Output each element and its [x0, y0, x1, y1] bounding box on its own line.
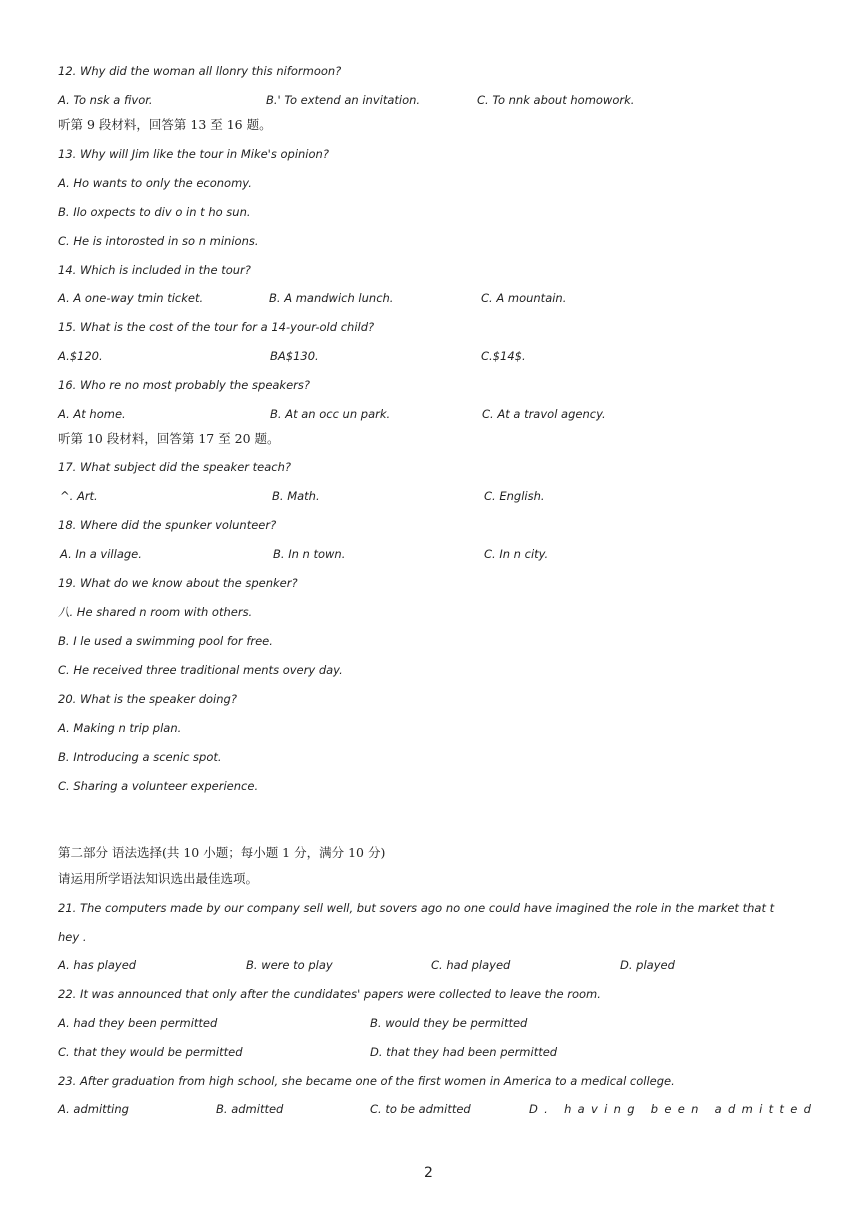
section-10-instruction: 听第 10 段材料，回答第 17 至 20 题。: [58, 431, 280, 446]
part-2-instruction: 请运用所学语法知识选出最佳选项。: [58, 871, 259, 886]
part-2-heading: 第二部分 语法选择(共 10 小题；每小题 1 分，满分 10 分): [58, 845, 386, 860]
question-13-option-c: C. He is intorosted in so n minions.: [58, 234, 259, 248]
option-b: B. would they be permitted: [370, 1016, 528, 1030]
section-9-instruction: 听第 9 段材料，回答第 13 至 16 题。: [58, 117, 272, 132]
option-b: B. At an occ un park.: [270, 407, 391, 421]
question-16: 16. Who re no most probably the speakers?: [58, 378, 310, 392]
question-13: 13. Why will Jim like the tour in Mike's opinion?: [58, 147, 329, 161]
question-15: 15. What is the cost of the tour for a 14-your-old child?: [58, 320, 375, 334]
option-b: B. were to play: [246, 958, 333, 972]
option-a: ^. Art.: [60, 489, 98, 503]
question-19-option-b: B. I le used a swimming pool for free.: [58, 634, 273, 648]
option-c: C. English.: [484, 489, 545, 503]
option-d: D. that they had been permitted: [370, 1045, 558, 1059]
option-b: B.' To extend an invitation.: [266, 93, 421, 107]
option-a: A. To nsk a fivor.: [58, 93, 153, 107]
option-a: A. had they been permitted: [58, 1016, 218, 1030]
option-b: B. A mandwich lunch.: [269, 291, 394, 305]
page-number: 2: [424, 1165, 433, 1181]
question-20-option-b: B. Introducing a scenic spot.: [58, 750, 222, 764]
question-20-option-a: A. Making n trip plan.: [58, 721, 182, 735]
question-21: 21. The computers made by our company sell well, but sovers ago no one could have imagined the role in the market that t: [58, 901, 775, 915]
option-c: C. In n city.: [484, 547, 549, 561]
option-b: BA$130.: [270, 349, 319, 363]
option-a: A. admitting: [58, 1102, 129, 1116]
option-a: A.$120.: [58, 349, 103, 363]
option-a: A. In a village.: [60, 547, 142, 561]
option-c: C. that they would be permitted: [58, 1045, 243, 1059]
option-c: C. had played: [431, 958, 511, 972]
option-c: C. to be admitted: [370, 1102, 471, 1116]
question-22: 22. It was announced that only after the cundidates' papers were collected to leave the room.: [58, 987, 601, 1001]
question-13-option-a: A. Ho wants to only the economy.: [58, 176, 252, 190]
question-13-option-b: B. Ilo oxpects to div o in t ho sun.: [58, 205, 251, 219]
option-b: B. Math.: [272, 489, 320, 503]
question-19-option-a: 八. He shared n room with others.: [58, 605, 253, 619]
option-a: A. has played: [58, 958, 137, 972]
option-d: D. played: [620, 958, 675, 972]
option-c: C.$14$.: [481, 349, 526, 363]
question-12: 12. Why did the woman all llonry this niformoon?: [58, 64, 342, 78]
option-d: D. having been admitted: [529, 1102, 818, 1116]
question-20-option-c: C. Sharing a volunteer experience.: [58, 779, 259, 793]
option-a: A. At home.: [58, 407, 126, 421]
option-a: A. A one-way tmin ticket.: [58, 291, 204, 305]
question-19-option-c: C. He received three traditional ments overy day.: [58, 663, 343, 677]
question-14: 14. Which is included in the tour?: [58, 263, 251, 277]
option-c: C. A mountain.: [481, 291, 567, 305]
option-b: B. admitted: [216, 1102, 284, 1116]
question-19: 19. What do we know about the spenker?: [58, 576, 298, 590]
question-23: 23. After graduation from high school, she became one of the first women in America to a medical college.: [58, 1074, 675, 1088]
option-c: C. At a travol agency.: [482, 407, 606, 421]
option-c: C. To nnk about homowork.: [477, 93, 635, 107]
option-b: B. In n town.: [273, 547, 346, 561]
question-20: 20. What is the speaker doing?: [58, 692, 237, 706]
question-21-continued: hey .: [58, 930, 87, 944]
question-17: 17. What subject did the speaker teach?: [58, 460, 292, 474]
question-18: 18. Where did the spunker volunteer?: [58, 518, 277, 532]
